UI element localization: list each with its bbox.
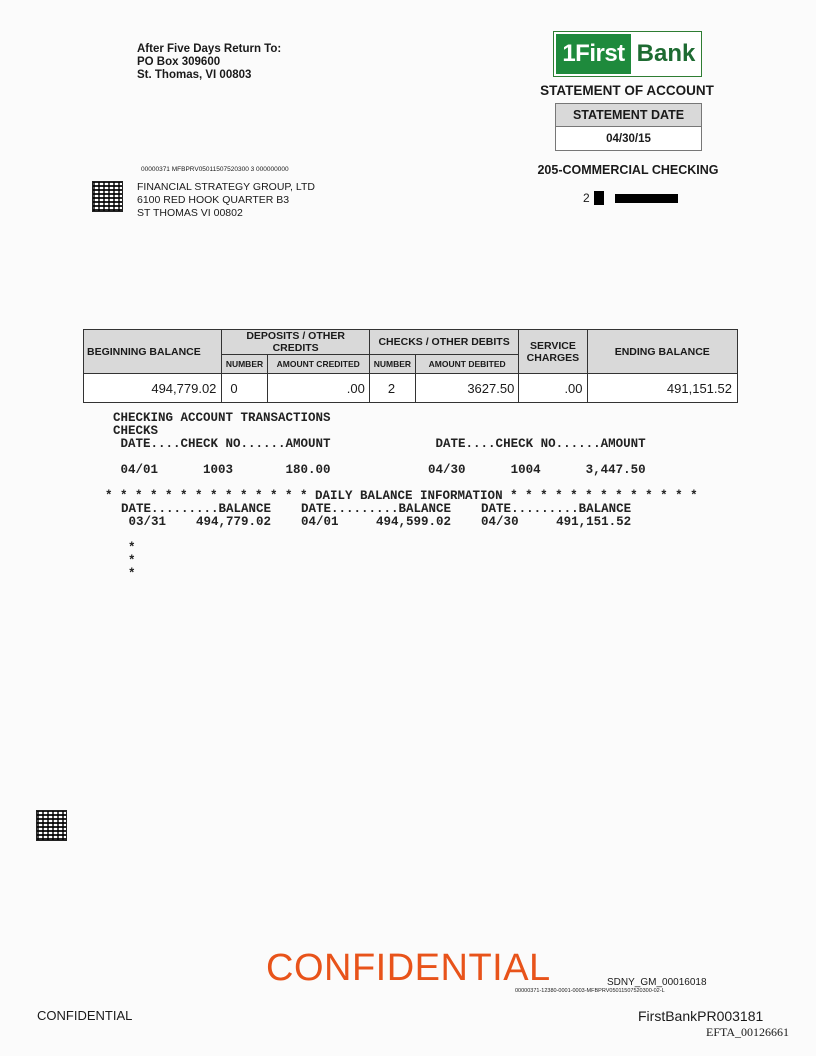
datamatrix-barcode-icon [36,810,67,841]
filler-star: * [128,567,136,581]
ending-balance-value: 491,151.52 [587,374,737,403]
sdny-bates-number: SDNY_GM_00016018 [607,977,707,988]
filler-star: * [128,554,136,568]
checks-header: CHECKS / OTHER DEBITS [369,330,518,355]
amount-credited-header: AMOUNT CREDITED [267,355,369,374]
statement-date-label: STATEMENT DATE [556,104,701,127]
account-number [583,191,703,205]
checks-row: 04/01 1003 180.00 04/30 1004 3,447.50 [113,463,646,477]
addressee-name: FINANCIAL STRATEGY GROUP, LTD [137,181,315,193]
deposits-number-header: NUMBER [222,355,267,374]
efta-number: EFTA_00126661 [706,1025,790,1039]
daily-balance-header: DATE.........BALANCE DATE.........BALANCE DATE.........BALANCE [121,502,632,516]
statement-date-box [555,103,702,151]
firstbank-bates-number: FirstBankPR003181 [638,1008,764,1024]
statement-date-value: 04/30/15 [606,133,651,145]
service-charges-value: .00 [519,374,587,403]
service-charges-header [519,330,587,374]
statement-title: STATEMENT OF ACCOUNT [540,83,714,98]
confidential-stamp: CONFIDENTIAL [266,947,551,989]
amount-debited-value: 3627.50 [416,374,519,403]
logo-firstbank-mark: 1First [556,34,631,74]
checks-number-value: 2 [369,374,415,403]
service-header-line2: CHARGES [526,351,580,364]
addressee-street: 6100 RED HOOK QUARTER B3 [137,194,290,206]
addressee-city: ST THOMAS VI 00802 [137,207,243,219]
return-address-line2: PO Box 309600 [137,56,221,68]
beginning-balance-header: BEGINNING BALANCE [84,330,222,374]
addressee-block [137,181,315,220]
document-tracking-code: 00000371-12380-0001-0003-MFBPRV05011507520300-02-L [515,988,665,994]
return-address-line3: St. Thomas, VI 00803 [137,69,252,81]
account-type: 205-COMMERCIAL CHECKING [537,163,719,177]
checks-column-header: DATE....CHECK NO......AMOUNT DATE....CHECK NO......AMOUNT [113,437,646,451]
redaction-block [615,194,678,203]
account-summary-table [83,329,738,403]
confidential-footer-label: CONFIDENTIAL [37,1008,133,1023]
firstbank-logo [553,31,702,77]
logo-bank-text: Bank [636,40,696,67]
amount-credited-value: .00 [267,374,369,403]
daily-balance-banner: * * * * * * * * * * * * * * DAILY BALANCE INFORMATION * * * * * * * * * * * * * [105,489,698,503]
mail-code: 00000371 MFBPRV05011507520300 3 000000000 [141,166,289,173]
checks-number-header: NUMBER [369,355,415,374]
beginning-balance-value: 494,779.02 [84,374,222,403]
redaction-block [594,191,604,205]
datamatrix-barcode-icon [92,181,123,212]
account-number-visible: 2 [583,191,590,205]
ending-balance-header: ENDING BALANCE [587,330,737,374]
service-header-line1: SERVICE [529,339,576,352]
transactions-title: CHECKING ACCOUNT TRANSACTIONS [113,411,331,425]
return-address [137,43,281,82]
amount-debited-header: AMOUNT DEBITED [416,355,519,374]
daily-balance-row: 03/31 494,779.02 04/01 494,599.02 04/30 491,151.52 [121,515,632,529]
deposits-header: DEPOSITS / OTHER CREDITS [222,330,369,355]
deposits-number-value: 0 [222,374,267,403]
filler-star: * [128,541,136,555]
checks-section-label: CHECKS [113,424,159,438]
return-address-line1: After Five Days Return To: [137,43,282,55]
